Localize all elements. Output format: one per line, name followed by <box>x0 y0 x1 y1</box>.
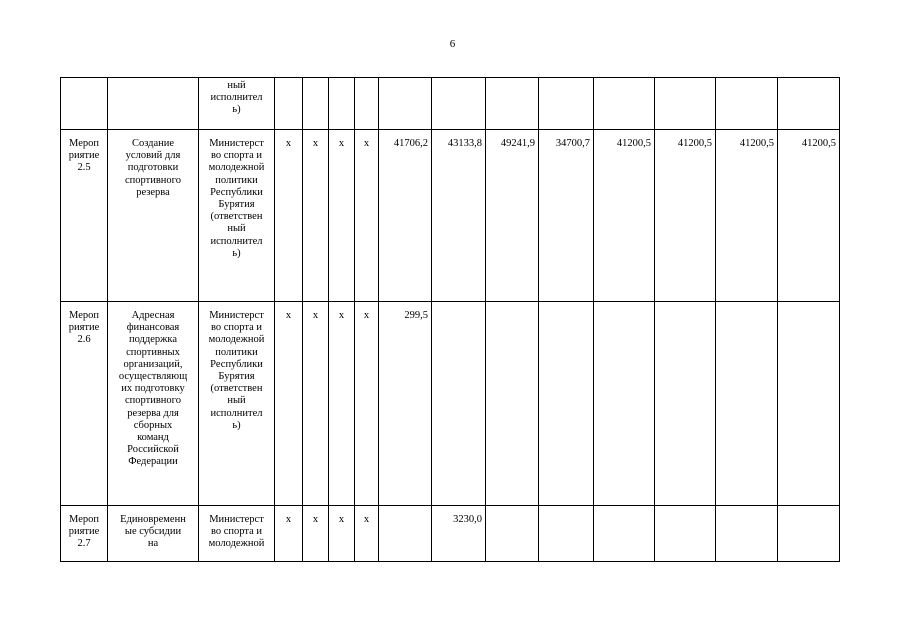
cell-text-line: Российской <box>127 444 179 456</box>
cell-text-line: 2.6 <box>77 334 91 346</box>
cell-value <box>716 506 778 562</box>
cell-value <box>778 302 840 506</box>
cell-text-line: исполнител <box>210 407 263 419</box>
cell-text-line: условий для <box>125 150 181 162</box>
cell-value <box>432 302 486 506</box>
cell-text-line: ь) <box>232 419 241 431</box>
cell-value <box>655 302 716 506</box>
cell-event <box>61 130 108 302</box>
cell-name <box>108 130 199 302</box>
cell-text-line: исполнител <box>210 235 263 247</box>
cell-executor <box>199 130 275 302</box>
cell-value <box>379 78 432 130</box>
cell-text-line: поддержка <box>128 334 178 346</box>
cell-text-line: спортивного <box>125 174 181 186</box>
cell-value: 41706,2 <box>379 130 432 302</box>
cell-value: 3230,0 <box>432 506 486 562</box>
cell-code: х <box>303 506 329 562</box>
cell-text-line: ный <box>227 223 246 235</box>
cell-text-line: Республики <box>210 358 263 370</box>
cell-text-line: риятие <box>68 526 100 538</box>
cell-text-line: спортивного <box>125 395 181 407</box>
cell-text-line: (ответствен <box>210 211 263 223</box>
cell-text-line: Федерации <box>128 456 178 468</box>
cell-text-line: политики <box>215 174 258 186</box>
cell-code: х <box>275 302 303 506</box>
cell-text-line: ые субсидии <box>124 526 182 538</box>
cell-value <box>539 506 594 562</box>
cell-code <box>355 78 379 130</box>
cell-text-line: ный <box>227 395 246 407</box>
cell-text-line: 2.7 <box>77 538 91 550</box>
cell-value: 49241,9 <box>486 130 539 302</box>
cell-text-line: молодежной <box>208 162 265 174</box>
cell-value <box>655 78 716 130</box>
cell-value <box>379 506 432 562</box>
cell-text-line: молодежной <box>208 334 265 346</box>
cell-text-line: молодежной <box>208 538 265 550</box>
cell-value <box>539 302 594 506</box>
cell-text-line: ь) <box>232 104 241 116</box>
cell-value <box>486 506 539 562</box>
cell-text-line: политики <box>215 346 258 358</box>
cell-code: х <box>355 130 379 302</box>
cell-text-line: спортивных <box>126 346 180 358</box>
cell-name <box>108 78 199 130</box>
cell-value: 41200,5 <box>778 130 840 302</box>
cell-value <box>594 506 655 562</box>
cell-event <box>61 78 108 130</box>
cell-text-line: ный <box>227 80 246 91</box>
cell-text-line: исполнител <box>210 92 263 104</box>
cell-event <box>61 506 108 562</box>
cell-value <box>778 78 840 130</box>
cell-text-line: Бурятия <box>218 371 255 383</box>
cell-text-line: риятие <box>68 322 100 334</box>
page-number: 6 <box>449 38 456 50</box>
cell-value <box>778 506 840 562</box>
cell-text-line: Бурятия <box>218 199 255 211</box>
cell-value <box>539 78 594 130</box>
cell-code: х <box>275 506 303 562</box>
cell-text-line: 2.5 <box>77 162 91 174</box>
cell-text-line: (ответствен <box>210 383 263 395</box>
cell-executor <box>199 302 275 506</box>
cell-event <box>61 302 108 506</box>
cell-text-line: во спорта и <box>210 322 263 334</box>
table-row <box>61 130 840 302</box>
cell-text-line: Создание <box>131 138 175 149</box>
cell-text-line: подготовки <box>127 162 179 174</box>
program-events-table <box>60 77 840 562</box>
cell-text-line: на <box>147 538 159 550</box>
cell-text-line: Министерст <box>209 310 264 321</box>
cell-text-line: команд <box>137 432 169 444</box>
cell-text-line: Министерст <box>209 514 264 525</box>
cell-value: 41200,5 <box>716 130 778 302</box>
cell-executor <box>199 506 275 562</box>
cell-code: х <box>355 506 379 562</box>
cell-name <box>108 302 199 506</box>
cell-text-line: Республики <box>210 186 263 198</box>
cell-code <box>329 78 355 130</box>
cell-code: х <box>329 130 355 302</box>
cell-code: х <box>329 302 355 506</box>
cell-text-line: резерва <box>136 186 170 198</box>
cell-code: х <box>303 130 329 302</box>
cell-executor <box>199 78 275 130</box>
cell-value <box>716 302 778 506</box>
table-row <box>61 302 840 506</box>
cell-text-line: сборных <box>133 419 173 431</box>
cell-text-line: осуществляющ <box>118 371 188 383</box>
cell-code: х <box>275 130 303 302</box>
cell-code <box>303 78 329 130</box>
cell-value <box>594 78 655 130</box>
cell-name <box>108 506 199 562</box>
cell-text-line: Единовременн <box>120 514 186 525</box>
cell-value <box>486 78 539 130</box>
cell-code: х <box>303 302 329 506</box>
cell-value <box>716 78 778 130</box>
cell-value: 41200,5 <box>655 130 716 302</box>
cell-text-line: во спорта и <box>210 526 263 538</box>
table-row <box>61 506 840 562</box>
cell-text-line: Мероп <box>69 514 99 525</box>
cell-value <box>655 506 716 562</box>
cell-text-line: ь) <box>232 247 241 259</box>
cell-text-line: организаций, <box>123 358 183 370</box>
cell-text-line: Мероп <box>69 138 99 149</box>
cell-text-line: риятие <box>68 150 100 162</box>
cell-value: 43133,8 <box>432 130 486 302</box>
cell-text-line: Министерст <box>209 138 264 149</box>
cell-code: х <box>329 506 355 562</box>
cell-text-line: во спорта и <box>210 150 263 162</box>
cell-code <box>275 78 303 130</box>
cell-value: 41200,5 <box>594 130 655 302</box>
cell-text-line: Мероп <box>69 310 99 321</box>
cell-value: 299,5 <box>379 302 432 506</box>
table-row-continuation <box>61 78 840 130</box>
cell-text-line: резерва для <box>127 407 179 419</box>
cell-value <box>486 302 539 506</box>
cell-text-line: финансовая <box>126 322 180 334</box>
cell-text-line: их подготовку <box>121 383 185 395</box>
cell-code: х <box>355 302 379 506</box>
cell-value <box>432 78 486 130</box>
cell-text-line: Адресная <box>131 310 175 321</box>
cell-value: 34700,7 <box>539 130 594 302</box>
cell-value <box>594 302 655 506</box>
